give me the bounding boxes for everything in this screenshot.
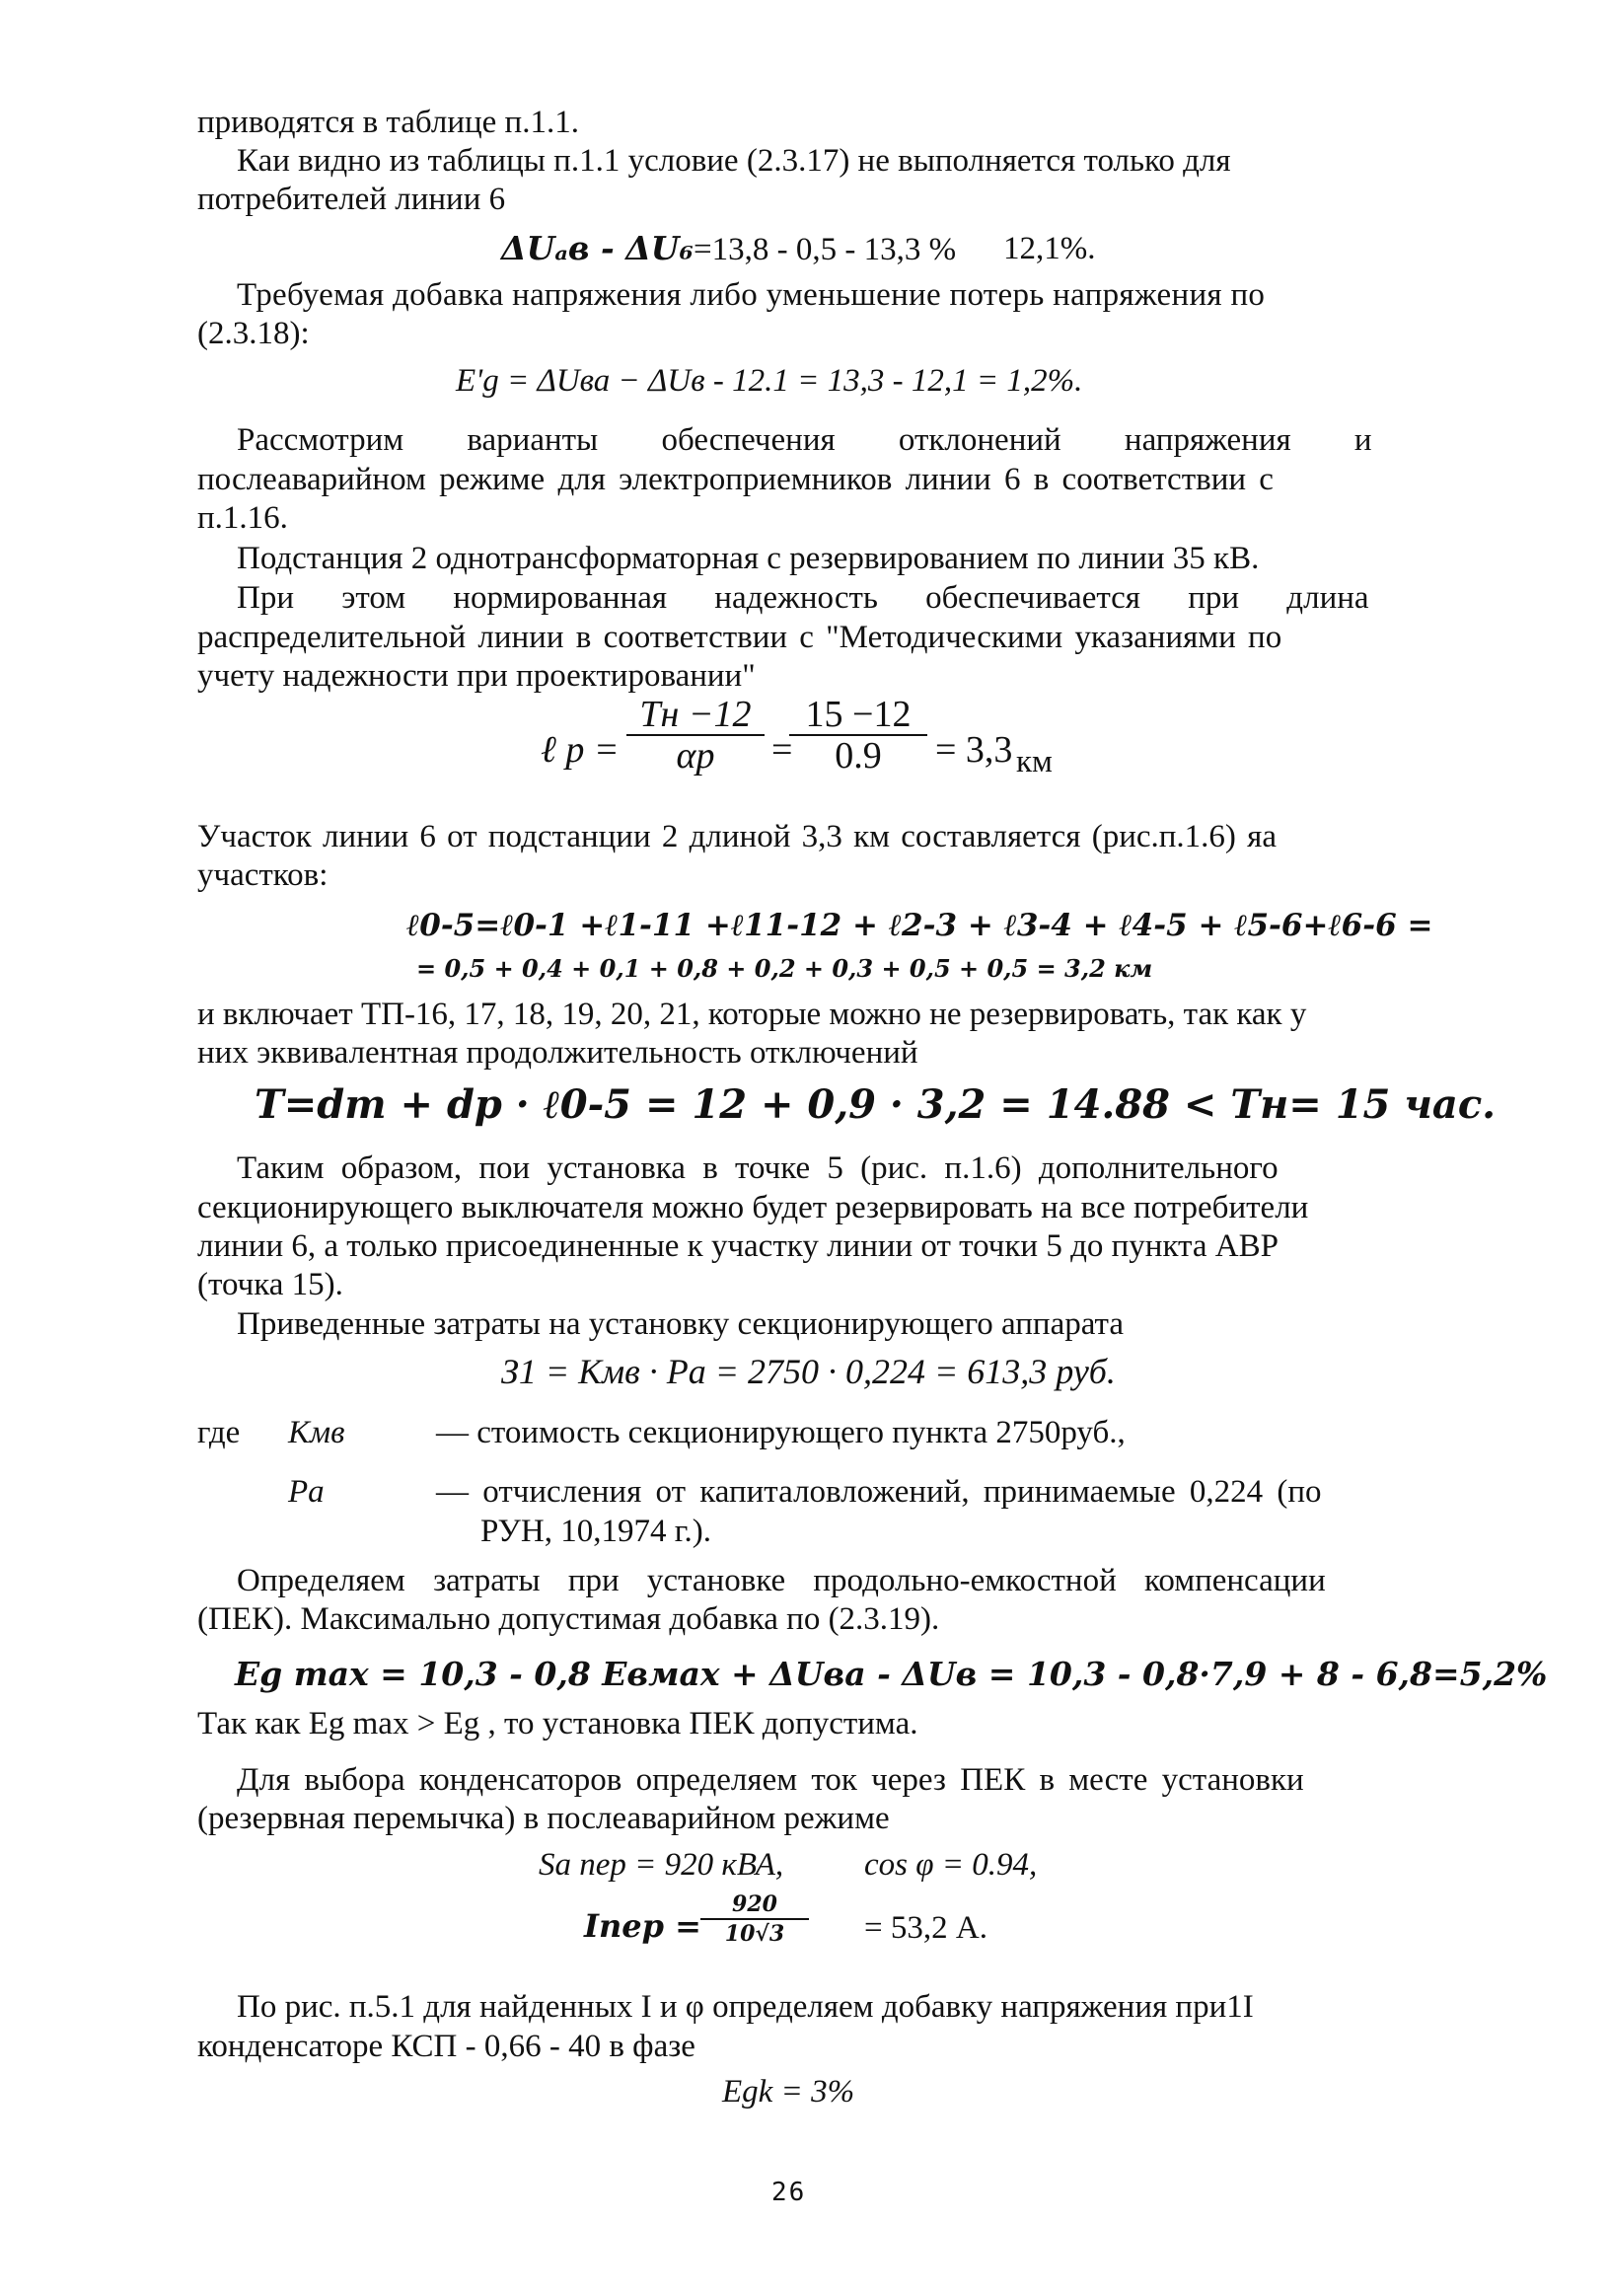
text-line: Определяем затраты при установке продольно-емкостной компенсации [237, 1563, 1326, 1598]
formula-unit: км [1016, 744, 1053, 779]
text-line: (точка 15). [197, 1267, 343, 1302]
text-line: распределительной линии в соответствии с "Методическими указаниями по [197, 620, 1282, 655]
definition-label: где [197, 1415, 241, 1450]
fraction-denominator: αp [676, 735, 715, 777]
text-line: Так как Eg max > Eg , то установка ПЕК допустима. [197, 1706, 918, 1741]
text-line: Подстанция 2 однотрансформаторная с резервированием по линии 35 кВ. [237, 541, 1260, 576]
text-line: п.1.16. [197, 500, 288, 536]
definition-symbol: Pа [288, 1474, 325, 1510]
text-line: По рис. п.5.1 для найденных I и φ определяем добавку напряжения при1I [237, 1989, 1254, 2025]
fraction-numerator: 920 [700, 1890, 809, 1920]
text-line: Для выбора конденсаторов определяем ток через ПЕК в месте установки [237, 1762, 1304, 1798]
fraction-numerator: 15 −12 [789, 695, 927, 736]
formula-text: = 3,3 [935, 729, 1013, 771]
fraction-denominator: 0.9 [835, 735, 882, 777]
text-line: Участок линии 6 от подстанции 2 длиной 3,3 км составляется (рис.п.1.6) яа [197, 819, 1277, 854]
text-line: (2.3.18): [197, 316, 310, 351]
text-line: Рассмотрим вариaнты обеспечения отклонений напряжения и [237, 422, 1372, 458]
text-line: секционирующего выключателя можно будет резервировать на все потребители [197, 1190, 1309, 1225]
page-number: 26 [771, 2178, 807, 2207]
text-line: послеаварийном режиме для электроприемников линии 6 в соответствии с [197, 462, 1274, 497]
text-line: конденсаторе КСП - 0,66 - 40 в фазе [197, 2029, 695, 2064]
text-line: Таким образом, пои установка в точке 5 (рис. п.1.6) дополнительного [237, 1150, 1279, 1186]
text-line: Каи видно из таблицы п.1.1 условие (2.3.17) не выполняется только для [237, 143, 1231, 179]
text-line: (резервная перемычка) в послеаварийном режиме [197, 1801, 890, 1836]
text-line: потребителей линии 6 [197, 182, 506, 217]
text-line [237, 141, 1396, 181]
handwritten-formula: ΔUₐв - ΔU₆ [501, 229, 694, 267]
formula-lhs: ℓ p = [541, 729, 620, 771]
formula: cos φ = 0.94, [864, 1847, 1038, 1883]
text-line: и включает ТП-16, 17, 18, 19, 20, 21, которые можно не резервировать, так как у [197, 997, 1307, 1032]
formula-text: = [771, 729, 793, 771]
definition-text: — отчисления от капиталовложений, принимаемые 0,224 (по [436, 1474, 1322, 1510]
handwritten-formula: Eg max = 10,3 - 0,8 Eвмах + ΔUва - ΔUв = 10,3 - 0,8·7,9 + 8 - 6,8=5,2% [235, 1655, 1548, 1693]
formula-text: =13,8 - 0,5 - 13,3 % [694, 232, 957, 267]
definition-text: — стоимость секционирующего пункта 2750руб., [436, 1415, 1126, 1450]
text-line: участков: [197, 857, 329, 893]
formula: Sа пер = 920 кВА, [539, 1847, 784, 1883]
formula: E'g = ΔUва − ΔUв - 12.1 = 13,3 - 12,1 = 1,2%. [456, 363, 1083, 399]
formula-text: 12,1%. [1003, 231, 1096, 266]
fraction-denominator: 10√3 [724, 1921, 785, 1947]
fraction-numerator: Tн −12 [626, 695, 765, 736]
text-line: При этом нормированная надежность обеспечивается при длина [237, 580, 1369, 616]
fraction [789, 695, 927, 776]
handwritten-formula: ℓ0-5=ℓ0-1 +ℓ1-11 +ℓ11-12 + ℓ2-3 + ℓ3-4 + ℓ4-5 + ℓ5-6+ℓ6-6 = [406, 908, 1433, 943]
text-line: (ПЕК). Максимально допустимая добавка по (2.3.19). [197, 1601, 940, 1637]
handwritten-formula: T=dт + dр · ℓ0-5 = 12 + 0,9 · 3,2 = 14.88 < Tн= 15 час. [255, 1081, 1497, 1128]
text-line: линии 6, а только присоединенные к участку линии от точки 5 до пункта АВР [197, 1228, 1279, 1264]
handwritten-formula: = 0,5 + 0,4 + 0,1 + 0,8 + 0,2 + 0,3 + 0,5 + 0,5 = 3,2 км [416, 954, 1153, 983]
handwritten-fraction [700, 1890, 809, 1948]
text-line: приводятся в таблице п.1.1. [197, 105, 579, 140]
handwritten-formula: Iпер = [584, 1907, 701, 1945]
formula: Egk = 3% [722, 2074, 855, 2110]
fraction [626, 695, 765, 776]
formula: З1 = Kмв · Pа = 2750 · 0,224 = 613,3 руб. [501, 1352, 1116, 1391]
text-line: Требуемая добавка напряжения либо уменьшение потерь напряжения по [237, 277, 1266, 313]
definition-text: РУН, 10,1974 г.). [480, 1514, 712, 1549]
text-line: учету надежности при проектировании" [197, 658, 756, 694]
text-line: Приведенные затраты на установку секционирующего аппарата [237, 1306, 1124, 1342]
text-line: них эквивалентная продолжительность отключений [197, 1035, 918, 1071]
formula-text: = 53,2 А. [864, 1910, 987, 1946]
formula [501, 229, 956, 269]
definition-symbol: Kмв [288, 1415, 345, 1450]
